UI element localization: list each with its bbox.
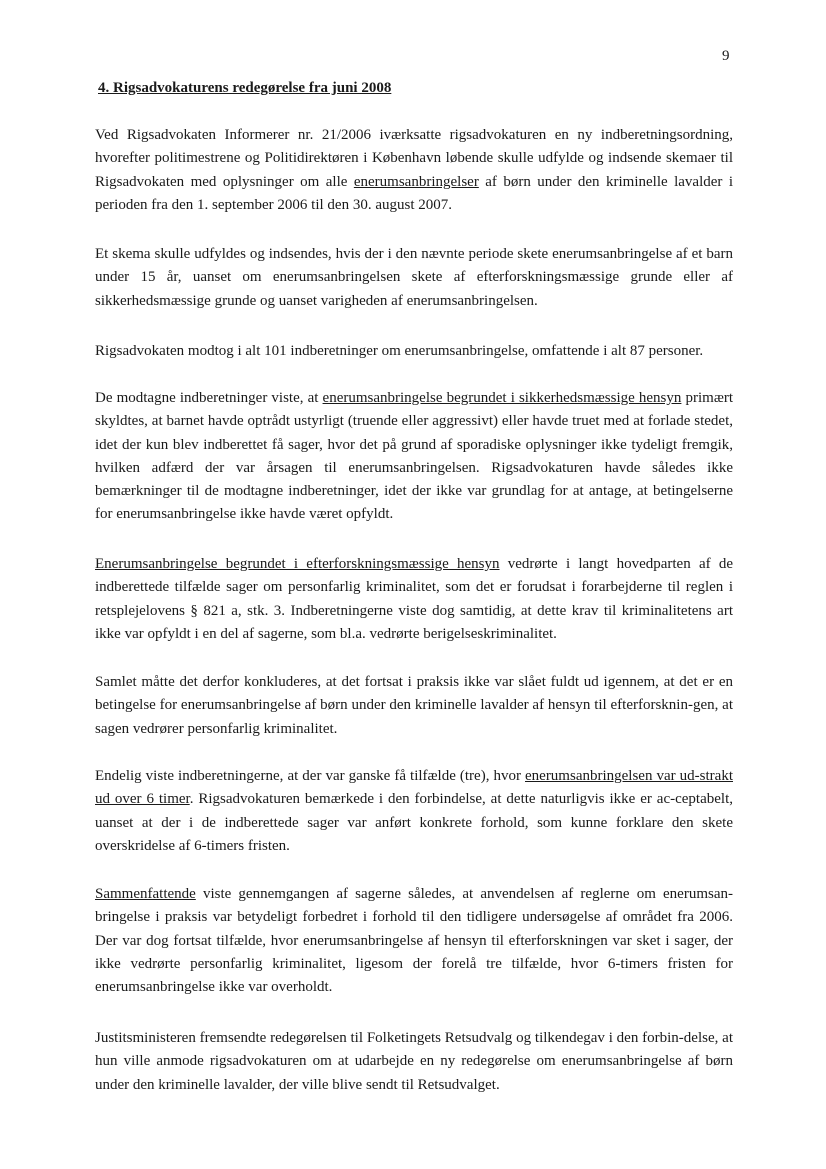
paragraph-8: Sammenfattende viste gennemgangen af sagerne således, at anvendelsen af reglerne om enerumsan-bringelse i praksis var betydeligt forbedret i forhold til den tidligere undersøgelse af området fra 2006. Der var dog fortsat tilfælde, hvor enerumsanbringelse af hensyn til efterforskningen var sket i sager, der ikke vedrørte personfarlig kriminalitet, ligesom der forelå tre tilfælde, hvor 6-timers fristen for enerumsanbringelse ikke var overholdt.	[95, 886, 733, 996]
paragraph-4: De modtagne indberetninger viste, at enerumsanbringelse begrundet i sikkerhedsmæssige hensyn primært skyldtes, at barnet havde optrådt ustyrligt (truende eller aggressivt) eller havde truet med at forlade stedet, idet der kun blev indberettet få sager, hvor det på grund af sporadiske oplysninger ikke tydeligt fremgik, hvilken adfærd der var årsagen til enerumsanbringelsen. Rigsadvokaturen havde således ikke bemærkninger til de modtagne indberetninger, idet der ikke var grundlag for at antage, at betingelserne for enerumsanbringelse ikke havde været opfyldt.	[95, 390, 734, 523]
paragraph-1: Ved Rigsadvokaten Informerer nr. 21/2006 iværksatte rigsadvokaturen en ny indberetningsordning, hvorefter politimestrene og Politidirektøren i København løbende skulle udfylde og indsende skemaer til Rigsadvokaten med oplysninger om alle enerumsanbringelser af børn under den kriminelle lavalder i perioden fra den 1. september 2006 til den 30. august 2007.	[95, 127, 734, 213]
paragraph-7: Endelig viste indberetningerne, at der var ganske få tilfælde (tre), hvor enerumsanbringelsen var ud-strakt ud over 6 timer. Rigsadvokaturen bemærkede i den forbindelse, at dette naturligvis ikke er ac-ceptabelt, uanset at der i de indberettede sager var anført konkrete forhold, som kunne forklare den skete overskridelse af 6-timers fristen.	[95, 768, 733, 854]
paragraph-2: Et skema skulle udfyldes og indsendes, hvis der i den nævnte periode skete enerumsanbringelse af et barn under 15 år, uanset om enerumsanbringelsen skete af efterforskningsmæssige grunde eller af sikkerhedsmæssige grunde og uanset varigheden af enerumsanbringelsen.	[95, 246, 733, 309]
paragraph-5: Enerumsanbringelse begrundet i efterforskningsmæssige hensyn vedrørte i langt hovedparten af de indberettede tilfælde sager om personfarlig kriminalitet, som det er forudsat i forarbejderne til reglen i retsplejelovens § 821 a, stk. 3. Indberetningerne viste dog samtidig, at dette krav til kriminalitetens art ikke var opfyldt i en del af sagerne, som bl.a. vedrørte berigelseskriminalitet.	[95, 556, 733, 642]
paragraph-9: Justitsministeren fremsendte redegørelsen til Folketingets Retsudvalg og tilkendegav i den forbin-delse, at hun ville anmode rigsadvokaturen om at udarbejde en ny redegørelse om enerumsanbringelse af børn under den kriminelle lavalder, der ville blive sendt til Retsudvalget.	[95, 1030, 733, 1093]
page-number: 9	[722, 48, 730, 64]
paragraph-3: Rigsadvokaten modtog i alt 101 indberetninger om enerumsanbringelse, omfattende i alt 87 personer.	[95, 343, 704, 359]
paragraph-6: Samlet måtte det derfor konkluderes, at det fortsat i praksis ikke var slået fuldt ud igennem, at det er en betingelse for enerumsanbringelse af børn under den kriminelle lavalder af hensyn til efterforsknin-gen, at sagen vedrører personfarlig kriminalitet.	[95, 674, 733, 737]
section-heading: 4. Rigsadvokaturens redegørelse fra juni 2008	[98, 80, 392, 96]
